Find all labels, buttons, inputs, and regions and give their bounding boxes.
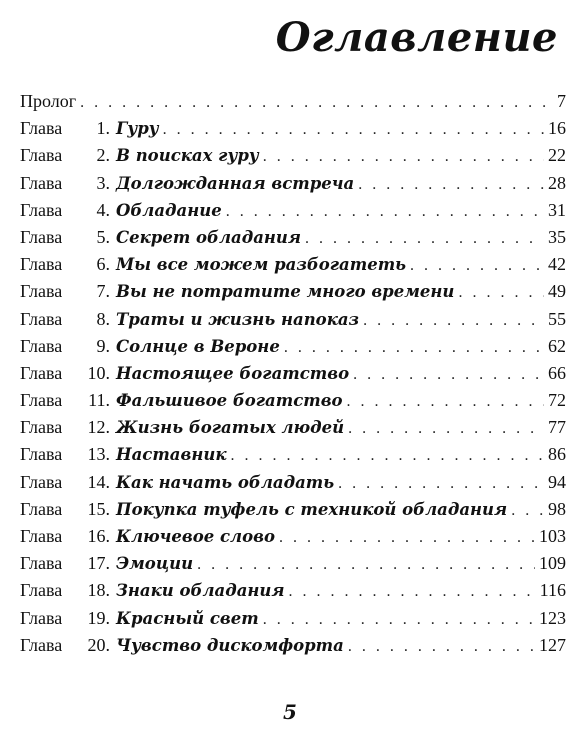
toc-entry-label: Глава [20, 308, 63, 329]
toc-entry-label: Глава [20, 607, 63, 628]
dot-leader [348, 415, 544, 441]
toc-entry-chapter[interactable] [20, 142, 566, 169]
dot-leader [347, 388, 544, 414]
dot-leader [305, 225, 544, 251]
toc-entry-chapter[interactable] [20, 197, 566, 224]
toc-entry-title: Чувство дискомфорта [116, 635, 344, 655]
page-title: Оглавление [275, 14, 558, 61]
dot-leader [279, 524, 535, 550]
toc-entry-label: Глава [20, 498, 63, 519]
toc-entry-number: 10. [87, 362, 110, 383]
toc-entry-number: 9. [96, 335, 110, 356]
toc-entry-number: 19. [87, 607, 110, 628]
toc-entry-page: 109 [539, 553, 566, 574]
toc-entry-label: Глава [20, 362, 63, 383]
toc-entry-number: 15. [87, 498, 110, 519]
table-of-contents [20, 88, 566, 659]
toc-entry-page: 86 [548, 444, 566, 465]
dot-leader [284, 334, 544, 360]
dot-leader [353, 361, 544, 387]
toc-entry-chapter[interactable] [20, 387, 566, 414]
toc-entry-page: 16 [548, 118, 566, 139]
toc-entry-chapter[interactable] [20, 469, 566, 496]
toc-entry-number: 12. [87, 417, 110, 438]
toc-entry-title: Фальшивое богатство [116, 391, 343, 411]
dot-leader [263, 606, 535, 632]
toc-entry-number: 20. [87, 634, 110, 655]
toc-entry-title: Ключевое слово [116, 527, 275, 546]
dot-leader [80, 89, 553, 115]
toc-entry-page: 62 [548, 335, 566, 356]
toc-entry-chapter[interactable] [20, 550, 566, 577]
toc-entry-title: В поисках гуру [116, 146, 259, 166]
toc-entry-chapter[interactable] [20, 170, 566, 197]
toc-entry-title: Как начать обладать [116, 472, 335, 492]
toc-entry-chapter[interactable] [20, 224, 566, 251]
toc-entry-number: 13. [87, 444, 110, 465]
dot-leader [231, 442, 544, 468]
toc-entry-page: 22 [548, 145, 566, 166]
toc-entry-page: 28 [548, 172, 566, 193]
toc-entry-number: 3. [96, 172, 110, 193]
toc-entry-title: Наставник [116, 445, 227, 465]
toc-entry-page: 35 [548, 226, 566, 247]
toc-entry-number: 11. [88, 390, 110, 411]
toc-entry-page: 66 [548, 362, 566, 383]
toc-entry-title: Обладание [116, 200, 222, 220]
toc-entry-label: Глава [20, 199, 63, 220]
toc-entry-number: 14. [87, 471, 110, 492]
toc-entry-title: Долгожданная встреча [116, 173, 355, 193]
toc-entry-label: Глава [20, 172, 63, 193]
toc-entry-chapter[interactable] [20, 523, 566, 550]
toc-entry-page: 98 [548, 498, 566, 519]
toc-entry-number: 6. [96, 254, 110, 275]
toc-entry-label: Глава [20, 553, 63, 574]
toc-entry-chapter[interactable] [20, 115, 566, 142]
toc-entry-label: Глава [20, 580, 63, 601]
toc-entry-page: 123 [539, 607, 566, 628]
dot-leader [263, 143, 544, 169]
toc-entry-chapter[interactable] [20, 414, 566, 441]
toc-entry-title: Гуру [116, 119, 159, 139]
toc-entry-page: 7 [557, 91, 566, 111]
dot-leader [458, 279, 544, 305]
toc-entry-chapter[interactable] [20, 251, 566, 278]
toc-entry-label: Глава [20, 226, 63, 247]
toc-entry-label: Глава [20, 145, 63, 166]
toc-entry-title: Настоящее богатство [116, 363, 350, 383]
toc-entry-title: Траты и жизнь напоказ [116, 309, 360, 329]
dot-leader [226, 198, 544, 224]
toc-entry-label: Глава [20, 118, 63, 139]
toc-entry-chapter[interactable] [20, 605, 566, 632]
toc-entry-label: Глава [20, 634, 63, 655]
toc-entry-page: 103 [539, 526, 566, 546]
dot-leader [410, 252, 544, 278]
toc-entry-number: 7. [96, 281, 110, 302]
dot-leader [363, 307, 544, 333]
toc-entry-page: 49 [548, 281, 566, 302]
toc-entry-title: Мы все можем разбогатеть [116, 255, 407, 275]
toc-entry-number: 2. [96, 145, 110, 166]
toc-entry-label: Глава [20, 254, 63, 275]
toc-entry-label: Глава [20, 335, 63, 356]
toc-entry-title: Знаки обладания [116, 581, 285, 601]
toc-entry-page: 31 [548, 199, 566, 220]
toc-entry-page: 94 [548, 471, 566, 492]
toc-entry-label: Глава [20, 417, 63, 438]
toc-entry-chapter[interactable] [20, 441, 566, 468]
toc-entry-chapter[interactable] [20, 360, 566, 387]
toc-entry-number: 18. [87, 580, 110, 601]
toc-entry-title: Секрет обладания [116, 227, 302, 247]
toc-entry-number: 5. [96, 226, 110, 247]
toc-entry-chapter[interactable] [20, 632, 566, 659]
toc-entry-prolog[interactable] [20, 88, 566, 115]
toc-entry-page: 55 [548, 308, 566, 329]
toc-entry-page: 116 [539, 580, 566, 601]
toc-entry-number: 8. [96, 308, 110, 329]
toc-entry-title: Жизнь богатых людей [116, 418, 345, 438]
toc-entry-page: 42 [548, 254, 566, 275]
dot-leader [348, 633, 535, 659]
toc-entry-chapter[interactable] [20, 577, 566, 604]
toc-entry-page: 72 [548, 390, 566, 411]
toc-entry-title: Покупка туфель с техникой обладания [116, 499, 508, 519]
toc-entry-label: Глава [20, 471, 63, 492]
toc-entry-title: Солнце в Вероне [116, 336, 280, 356]
toc-entry-title: Эмоции [116, 554, 194, 574]
toc-entry-chapter[interactable] [20, 278, 566, 305]
toc-entry-label: Пролог [20, 91, 77, 111]
toc-entry-title: Вы не потратите много времени [116, 282, 455, 302]
toc-entry-number: 16. [87, 526, 110, 546]
toc-entry-chapter[interactable] [20, 306, 566, 333]
toc-entry-page: 77 [548, 417, 566, 438]
dot-leader [289, 578, 536, 604]
toc-entry-number: 4. [96, 199, 110, 220]
toc-entry-label: Глава [20, 444, 63, 465]
chapter-list [20, 115, 566, 659]
dot-leader [358, 171, 544, 197]
toc-entry-chapter[interactable] [20, 496, 566, 523]
toc-entry-page: 127 [539, 634, 566, 655]
toc-entry-number: 1. [96, 118, 110, 139]
dot-leader [338, 470, 544, 496]
toc-entry-label: Глава [20, 390, 63, 411]
toc-entry-number: 17. [87, 553, 110, 574]
dot-leader [197, 551, 535, 577]
dot-leader [163, 116, 544, 142]
toc-entry-label: Глава [20, 526, 63, 546]
dot-leader [511, 497, 544, 523]
toc-entry-chapter[interactable] [20, 333, 566, 360]
toc-entry-label: Глава [20, 281, 63, 302]
page-number: 5 [283, 700, 297, 724]
toc-entry-title: Красный свет [116, 608, 259, 628]
